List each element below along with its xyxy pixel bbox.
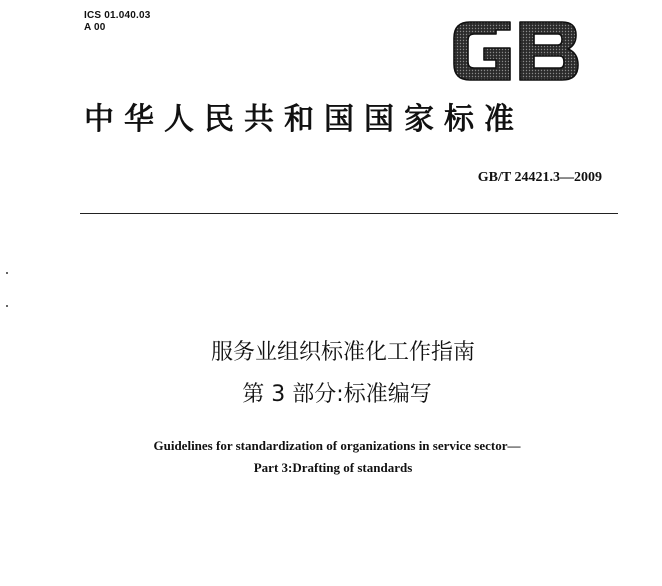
national-standard-heading: 中华人民共和国国家标准 bbox=[84, 102, 524, 137]
classification-codes bbox=[84, 10, 151, 34]
scan-speck bbox=[6, 305, 8, 307]
chinese-title-line-2: 第 3 部分:标准编写 bbox=[242, 382, 432, 407]
standard-number: GB/T 24421.3—2009 bbox=[477, 170, 602, 185]
scan-speck bbox=[6, 272, 8, 274]
ics-code: ICS 01.040.03 bbox=[84, 10, 151, 21]
english-title-line-2: Part 3:Drafting of standards bbox=[253, 460, 413, 475]
chinese-title-line-1: 服务业组织标准化工作指南 bbox=[210, 340, 475, 365]
ccs-code: A 00 bbox=[84, 22, 106, 33]
gb-logo-icon bbox=[450, 18, 582, 84]
english-title-line-1: Guidelines for standardization of organizations in service sector— bbox=[153, 438, 521, 453]
header-divider bbox=[80, 213, 618, 214]
